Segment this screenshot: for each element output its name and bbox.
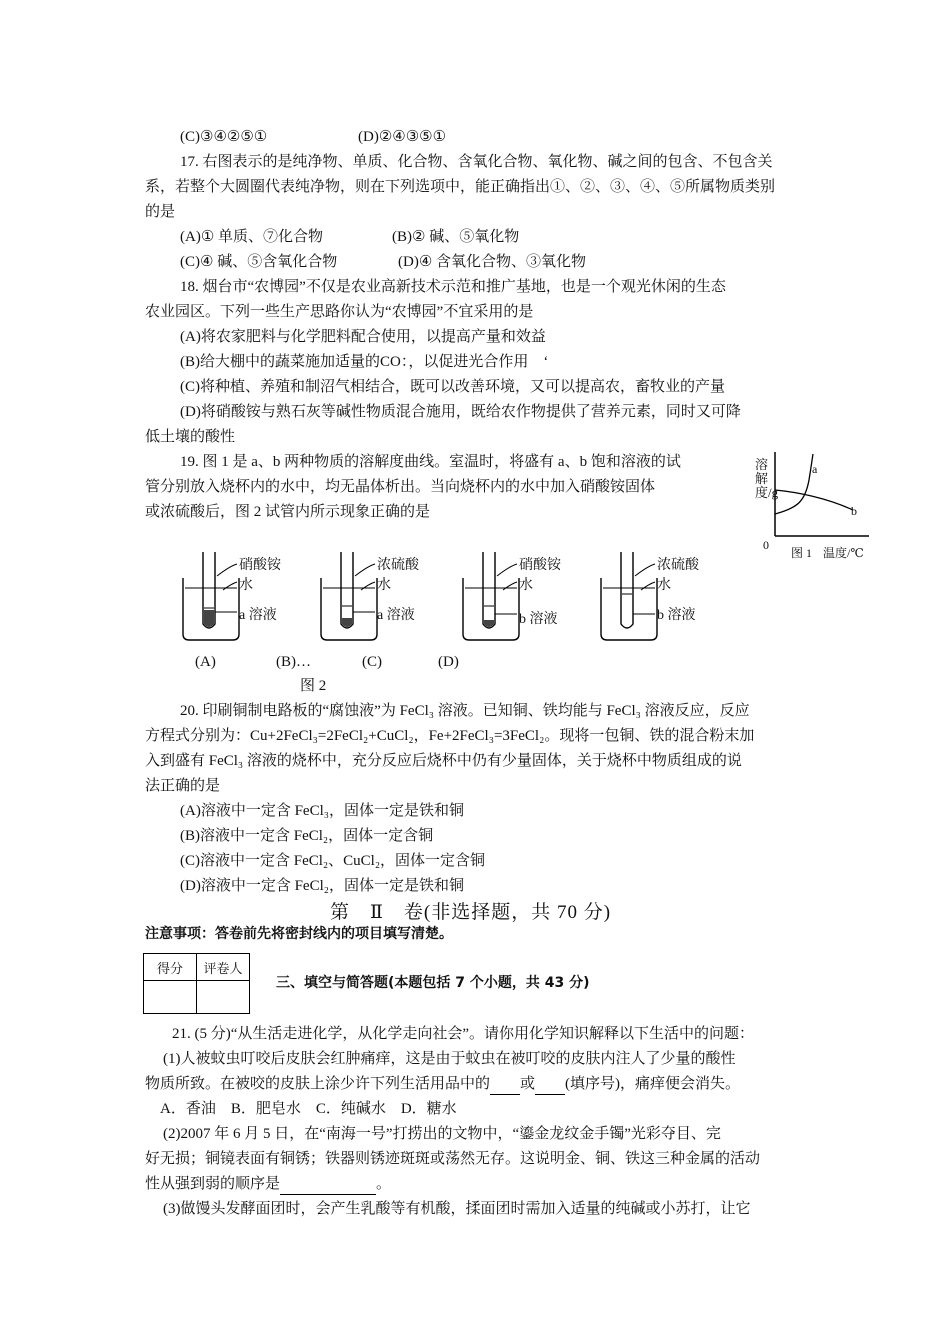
part3-heading: 三、填空与简答题(本题包括 7 个小题，共 43 分) — [276, 975, 590, 991]
q21-part1-text-a: 物质所致。在被咬的皮肤上涂少许下列生活用品中的 — [145, 1076, 491, 1092]
beaker-a-reagent: 硝酸铵 — [239, 558, 281, 573]
q21-part2-end: 。 — [376, 1176, 392, 1192]
q21-part1-text-b: (填序号)，痛痒便会消失。 — [565, 1076, 741, 1092]
curve-b-label: b — [851, 504, 857, 518]
q21-part3-line1: (3)做馒头发酵面团时，会产生乳酸等有机酸，揉面团时需加入适量的纯碱或小苏打，让它 — [163, 1201, 751, 1217]
q20-stem-line1: 20. 印刷铜制电路板的“腐蚀液”为 FeCl₃ 溶液。已知铜、铁均能与 FeCl₃ 溶液反应，反应 — [180, 703, 750, 719]
grader-header: 评卷人 — [197, 954, 250, 981]
grader-cell[interactable] — [197, 981, 250, 1014]
q18-option-b: (B)给大棚中的蔬菜施加适量的CO：，以促进光合作用 ‘ — [180, 354, 549, 370]
q21-part2-text: 性从强到弱的顺序是 — [145, 1176, 281, 1192]
beaker-b — [321, 552, 377, 640]
q18-option-d-line2: 低土壤的酸性 — [145, 429, 236, 445]
q19-stem-line1: 19. 图 1 是 a、b 两种物质的溶解度曲线。室温时，将盛有 a、b 饱和溶液的试 — [180, 454, 681, 470]
q20-stem-line3: 入到盛有 FeCl₃ 溶液的烧杯中，充分反应后烧杯中仍有少量固体，关于烧杯中物质组成的说 — [145, 753, 742, 769]
x-axis-label: 温度/℃ — [823, 546, 864, 560]
q17-stem-line2: 系，若整个大圆圈代表纯净物，则在下列选项中，能正确指出①、②、③、④、⑤所属物质类别 — [145, 179, 776, 195]
figure1-caption: 图 1 — [791, 546, 813, 560]
q21-part1-or: 或 — [520, 1076, 536, 1092]
curve-b — [775, 490, 853, 510]
y-axis-label: 溶解度/g — [755, 457, 779, 500]
q17-stem-line3: 的是 — [145, 204, 176, 220]
q17-stem-line1: 17. 右图表示的是纯净物、单质、化合物、含氧化合物、氧化物、碱之间的包含、不包含关 — [180, 154, 773, 170]
beaker-d — [601, 552, 657, 640]
q18-option-a: (A)将农家肥料与化学肥料配合使用，以提高产量和效益 — [180, 329, 546, 345]
beaker-b-letter: (B)… — [276, 654, 311, 670]
q18-option-c: (C)将种植、养殖和制沼气相结合，既可以改善环境，又可以提高农，畜牧业的产量 — [180, 379, 725, 395]
q19-stem-line2: 管分别放入烧杯内的水中，均无晶体析出。当向烧杯内的水中加入硝酸铵固体 — [145, 479, 656, 495]
q18-stem-line1: 18. 烟台市“农博园”不仅是农业高新技术示范和推广基地，也是一个观光休闲的生态 — [180, 279, 726, 295]
q20-option-c: (C)溶液中一定含 FeCl₂、CuCl₂，固体一定含铜 — [180, 853, 486, 869]
q18-option-d-line1: (D)将硝酸铵与熟石灰等碱性物质混合施用，既给农作物提供了营养元素，同时又可降 — [180, 404, 741, 420]
q20-option-a: (A)溶液中一定含 FeCl₃，固体一定是铁和铜 — [180, 803, 464, 819]
beaker-d-solution: b 溶液 — [657, 608, 696, 623]
q17-option-a: (A)① 单质、⑦化合物 — [180, 229, 324, 245]
figure2-caption: 图 2 — [300, 678, 327, 694]
section2-title: 第 Ⅱ 卷(非选择题，共 70 分) — [330, 902, 612, 923]
beaker-b-water: 水 — [377, 578, 391, 593]
q21-part1-line2 — [145, 1074, 740, 1095]
q17-option-c: (C)④ 碱、⑤含氧化合物 — [180, 254, 338, 270]
score-table — [143, 953, 250, 1014]
answer-blank-1[interactable] — [490, 1074, 520, 1095]
curve-a — [775, 454, 813, 514]
q21-stem: 21. (5 分)“从生活走进化学，从化学走向社会”。请你用化学知识解释以下生活中的问题： — [172, 1026, 755, 1042]
q20-option-d: (D)溶液中一定含 FeCl₂，固体一定是铁和铜 — [180, 878, 464, 894]
q20-stem-line4: 法正确的是 — [145, 778, 221, 794]
q21-part2-line3 — [145, 1174, 391, 1195]
answer-blank-2[interactable] — [535, 1074, 565, 1095]
q16-option-d: (D)②④③⑤① — [358, 129, 447, 145]
q21-part1-options: A．香油 B．肥皂水 C．纯碱水 D．糖水 — [160, 1101, 457, 1117]
beaker-a-solution: a 溶液 — [239, 608, 277, 623]
q20-option-b: (B)溶液中一定含 FeCl₂，固体一定含铜 — [180, 828, 434, 844]
q18-stem-line2: 农业园区。下列一些生产思路你认为“农博园”不宜采用的是 — [145, 304, 534, 320]
solubility-figure — [757, 452, 877, 560]
curve-a-label: a — [812, 462, 818, 476]
beaker-figure — [175, 548, 735, 648]
origin-label: 0 — [763, 538, 769, 552]
q16-option-c: (C)③④②⑤① — [180, 129, 268, 145]
q17-option-d: (D)④ 含氧化合物、③氧化物 — [398, 254, 587, 270]
beaker-c-letter: (C) — [362, 654, 382, 670]
beaker-d-letter: (D) — [438, 654, 459, 670]
q19-stem-line3: 或浓硫酸后，图 2 试管内所示现象正确的是 — [145, 504, 431, 520]
beaker-b-reagent: 浓硫酸 — [377, 558, 419, 573]
beaker-a-water: 水 — [239, 578, 253, 593]
beaker-c-solution: b 溶液 — [519, 612, 558, 627]
q21-part2-line1: (2)2007 年 6 月 5 日，在“南海一号”打捞出的文物中，“鎏金龙纹金手镯”光彩夺目、完 — [163, 1126, 721, 1142]
q17-option-b: (B)② 碱、⑤氧化物 — [392, 229, 520, 245]
section2-notice: 注意事项：答卷前先将密封线内的项目填写清楚。 — [145, 926, 453, 942]
beaker-a-letter: (A) — [195, 654, 216, 670]
score-cell[interactable] — [144, 981, 197, 1014]
q21-part1-line1: (1)人被蚊虫叮咬后皮肤会红肿痛痒，这是由于蚊虫在被叮咬的皮肤内注人了少量的酸性 — [163, 1051, 736, 1067]
answer-blank-3[interactable] — [280, 1174, 376, 1195]
beaker-d-reagent: 浓硫酸 — [657, 558, 699, 573]
beaker-c-water: 水 — [519, 578, 533, 593]
beaker-c — [463, 552, 519, 640]
q21-part2-line2: 好无损；铜镜表面有铜锈；铁器则锈迹斑斑或荡然无存。这说明金、铜、铁这三种金属的活动 — [145, 1151, 761, 1167]
q20-stem-line2: 方程式分别为：Cu+2FeCl₃=2FeCl₂+CuCl₂，Fe+2FeCl₃=3FeCl₂。现将一包铜、铁的混合粉末加 — [145, 728, 755, 744]
beaker-d-water: 水 — [657, 578, 671, 593]
score-header: 得分 — [144, 954, 197, 981]
beaker-c-reagent: 硝酸铵 — [519, 558, 561, 573]
beaker-b-solution: a 溶液 — [377, 608, 415, 623]
beaker-a — [183, 552, 239, 640]
